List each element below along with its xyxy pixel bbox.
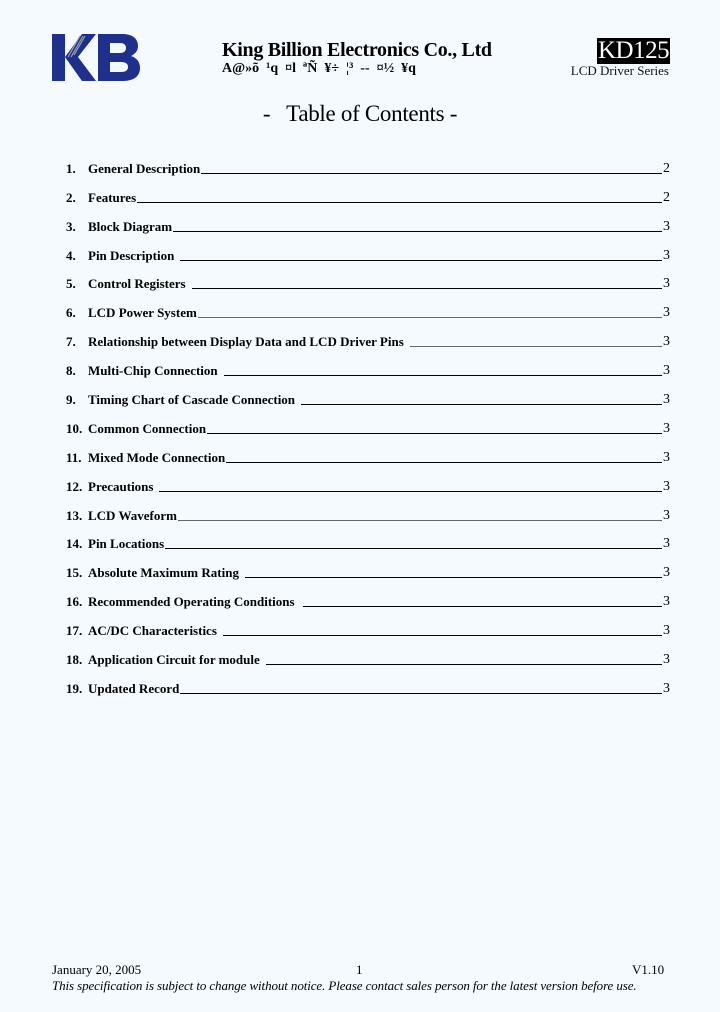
toc-entry[interactable]	[66, 292, 670, 321]
toc-entry-label[interactable]: Application Circuit for module	[88, 652, 260, 668]
toc-entry-page: 3	[663, 507, 670, 523]
toc-leader-line	[201, 172, 662, 174]
toc-entry-number: 8.	[66, 363, 76, 379]
toc-entry-label[interactable]: Recommended Operating Conditions	[88, 594, 295, 610]
toc-leader-line	[266, 663, 662, 665]
footer-page-number: 1	[356, 962, 363, 977]
toc-entry-page: 3	[663, 218, 670, 234]
toc-entry-number: 5.	[66, 276, 76, 292]
toc-entry-label[interactable]: General Description	[88, 160, 201, 176]
toc-entry[interactable]	[66, 581, 670, 610]
footer-version: V1.10	[632, 962, 665, 977]
toc-entry[interactable]	[66, 524, 670, 553]
footer-disclaimer: This specification is subject to change without notice. Please contact sales person for the latest version before use.	[52, 978, 637, 993]
toc-entry-page: 3	[663, 334, 670, 350]
toc-entry-number: 2.	[66, 189, 76, 205]
toc-entry-label[interactable]: Relationship between Display Data and LCD Driver Pins	[88, 334, 404, 350]
toc-entry-number: 19.	[66, 680, 83, 696]
toc-entry-number: 16.	[66, 594, 83, 610]
toc-entry-number: 13.	[66, 507, 83, 523]
toc-leader-line	[180, 259, 662, 261]
toc-leader-line	[159, 490, 662, 492]
toc-entry[interactable]	[66, 437, 670, 466]
toc-entry-label[interactable]: Pin Description	[88, 247, 175, 263]
toc-entry-label[interactable]: Updated Record	[88, 680, 180, 696]
toc-entry[interactable]	[66, 350, 670, 379]
toc-entry-page: 3	[663, 536, 670, 552]
toc-leader-line	[178, 519, 662, 521]
toc-entry-page: 3	[663, 363, 670, 379]
toc-leader-line	[410, 345, 662, 347]
toc-entry-number: 15.	[66, 565, 83, 581]
toc-leader-line	[165, 547, 662, 549]
toc-leader-line	[224, 374, 662, 376]
company-name-localized: A@»õ ¹q ¤l ªÑ ¥÷ ¦³ -- ¤½ ¥q	[222, 61, 416, 76]
toc-entry-number: 9.	[66, 392, 76, 408]
toc-entry-page: 2	[663, 160, 670, 176]
toc-entry-label[interactable]: Control Registers	[88, 276, 186, 292]
toc-leader-line	[303, 605, 662, 607]
toc-entry[interactable]	[66, 235, 670, 264]
toc-entry-label[interactable]: LCD Power System	[88, 305, 197, 321]
table-of-contents	[66, 148, 670, 697]
toc-entry-label[interactable]: Mixed Mode Connection	[88, 449, 226, 465]
toc-leader-line	[223, 634, 662, 636]
toc-entry-label[interactable]: Precautions	[88, 478, 154, 494]
toc-entry-label[interactable]: Absolute Maximum Rating	[88, 565, 239, 581]
toc-entry[interactable]	[66, 177, 670, 206]
toc-leader-line	[192, 287, 662, 289]
toc-entry[interactable]	[66, 466, 670, 495]
toc-entry-label[interactable]: Features	[88, 189, 137, 205]
toc-entry-number: 12.	[66, 478, 83, 494]
toc-entry-page: 3	[663, 565, 670, 581]
toc-entry-label[interactable]: Block Diagram	[88, 218, 173, 234]
product-series: LCD Driver Series	[570, 63, 669, 78]
toc-entry-page: 3	[663, 680, 670, 696]
toc-entry[interactable]	[66, 321, 670, 350]
toc-entry-page: 3	[663, 478, 670, 494]
toc-entry-page: 3	[663, 623, 670, 639]
product-code: KD125	[598, 37, 670, 64]
toc-leader-line	[245, 576, 662, 578]
toc-entry[interactable]	[66, 552, 670, 581]
company-name: King Billion Electronics Co., Ltd	[222, 39, 492, 61]
toc-entry-number: 6.	[66, 305, 76, 321]
toc-entry[interactable]	[66, 495, 670, 524]
toc-entry-label[interactable]: AC/DC Characteristics	[88, 623, 217, 639]
toc-entry[interactable]	[66, 639, 670, 668]
toc-entry-page: 2	[663, 189, 670, 205]
toc-entry[interactable]	[66, 379, 670, 408]
toc-entry-label[interactable]: Pin Locations	[88, 536, 165, 552]
toc-title: - Table of Contents -	[262, 101, 458, 126]
toc-entry-page: 3	[663, 247, 670, 263]
toc-entry[interactable]	[66, 148, 670, 177]
toc-entry-page: 3	[663, 449, 670, 465]
toc-leader-line	[301, 403, 662, 405]
toc-leader-line	[198, 316, 662, 318]
toc-entry-page: 3	[663, 420, 670, 436]
toc-entry[interactable]	[66, 264, 670, 293]
product-block	[570, 37, 677, 78]
toc-entry[interactable]	[66, 408, 670, 437]
toc-entry-page: 3	[663, 594, 670, 610]
toc-entry-page: 3	[663, 392, 670, 408]
toc-entry-number: 18.	[66, 652, 83, 668]
toc-entry[interactable]	[66, 610, 670, 639]
company-logo	[52, 33, 142, 83]
toc-entry-page: 3	[663, 652, 670, 668]
toc-entry-number: 11.	[66, 449, 82, 465]
kb-logo-icon	[52, 33, 142, 83]
footer-date: January 20, 2005	[52, 962, 142, 977]
toc-entry-page: 3	[663, 305, 670, 321]
toc-entry-number: 3.	[66, 218, 76, 234]
toc-entry-label[interactable]: Timing Chart of Cascade Connection	[88, 392, 296, 408]
toc-entry-label[interactable]: Multi-Chip Connection	[88, 363, 218, 379]
toc-entry-number: 14.	[66, 536, 83, 552]
toc-leader-line	[180, 692, 662, 694]
toc-entry-label[interactable]: Common Connection	[88, 420, 207, 436]
company-block	[222, 39, 522, 77]
toc-entry-page: 3	[663, 276, 670, 292]
toc-leader-line	[226, 461, 662, 463]
toc-entry-number: 17.	[66, 623, 83, 639]
toc-entry-number: 4.	[66, 247, 76, 263]
toc-entry-label[interactable]: LCD Waveform	[88, 507, 177, 523]
toc-entry-number: 10.	[66, 420, 83, 436]
toc-leader-line	[137, 201, 662, 203]
toc-entry[interactable]	[66, 206, 670, 235]
toc-entry-number: 7.	[66, 334, 76, 350]
toc-leader-line	[207, 432, 662, 434]
toc-entry[interactable]	[66, 668, 670, 697]
toc-entry-number: 1.	[66, 160, 76, 176]
toc-leader-line	[173, 230, 662, 232]
